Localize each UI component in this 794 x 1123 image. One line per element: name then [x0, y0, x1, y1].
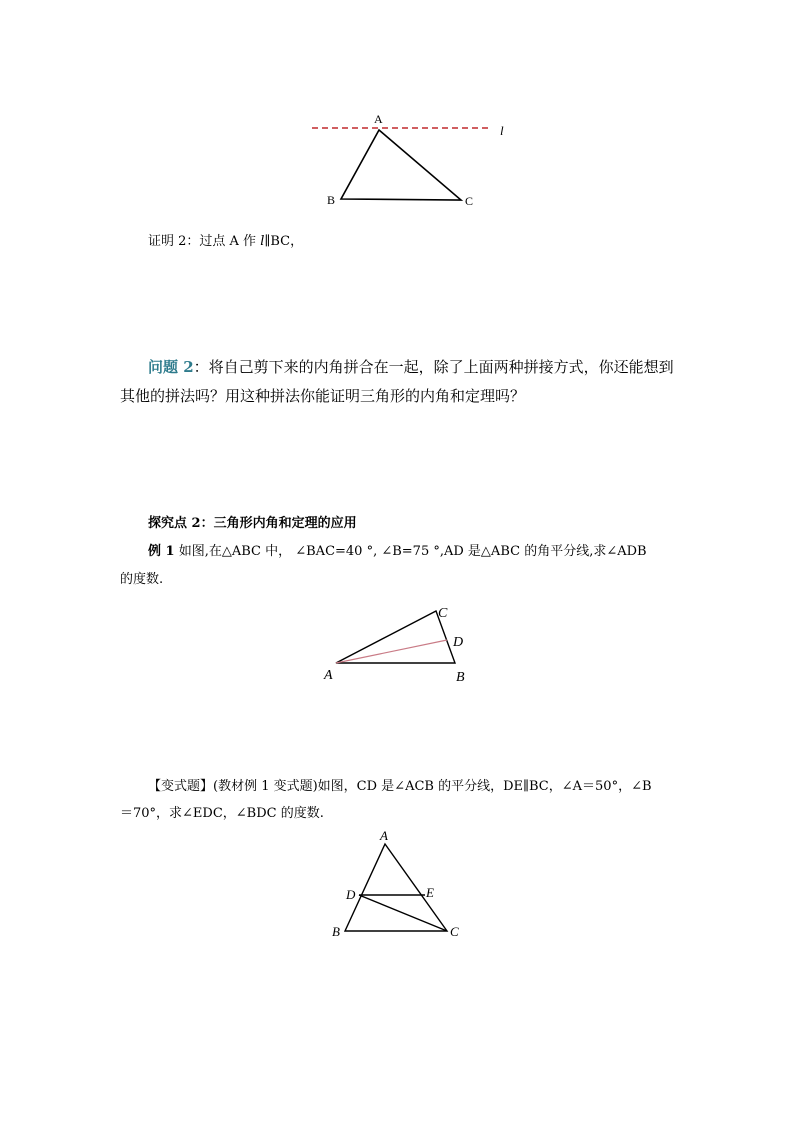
proof-2-l: l	[260, 234, 265, 249]
question-2-text1: ：将自己剪下来的内角拼合在一起，除了上面两种拼接方式，你还能想到	[193, 358, 674, 376]
explore-2-heading: 探究点 2：三角形内角和定理的应用	[148, 516, 357, 531]
variant-line2: ＝70°，求∠EDC，∠BDC 的度数.	[120, 806, 324, 821]
example-1-line2: 的度数.	[120, 572, 164, 587]
label-c-2: C	[438, 606, 448, 621]
variant-line1: 【变式题】(教材例 1 变式题)如图，CD 是∠ACB 的平分线，DE∥BC，∠A＝50°，∠B	[148, 779, 652, 794]
example-1-label: 例 1	[148, 544, 175, 559]
proof-2-suffix: ∥BC，	[264, 234, 304, 249]
label-d-3: D	[346, 887, 356, 902]
label-e-3: E	[426, 885, 434, 900]
label-c: C	[465, 194, 474, 208]
example-1-text1: 如图,在△ABC 中， ∠BAC=40 °, ∠B=75 °,AD 是△ABC 的角平分线,求∠ADB	[174, 544, 647, 559]
proof-2-prefix: 证明 2：过点 A 作	[148, 234, 261, 249]
label-d-2: D	[453, 635, 464, 650]
label-a-3: A	[380, 828, 388, 843]
question-2-line2: 其他的拼法吗？用这种拼法你能证明三角形的内角和定理吗？	[120, 387, 526, 405]
label-b-2: B	[456, 670, 465, 685]
label-a-2: A	[324, 668, 333, 683]
label-b-3: B	[332, 924, 340, 939]
label-b: B	[327, 193, 336, 207]
question-2-label: 问题 2	[148, 358, 194, 376]
label-l: l	[500, 123, 504, 138]
label-a: A	[374, 112, 383, 126]
label-c-3: C	[450, 924, 459, 939]
